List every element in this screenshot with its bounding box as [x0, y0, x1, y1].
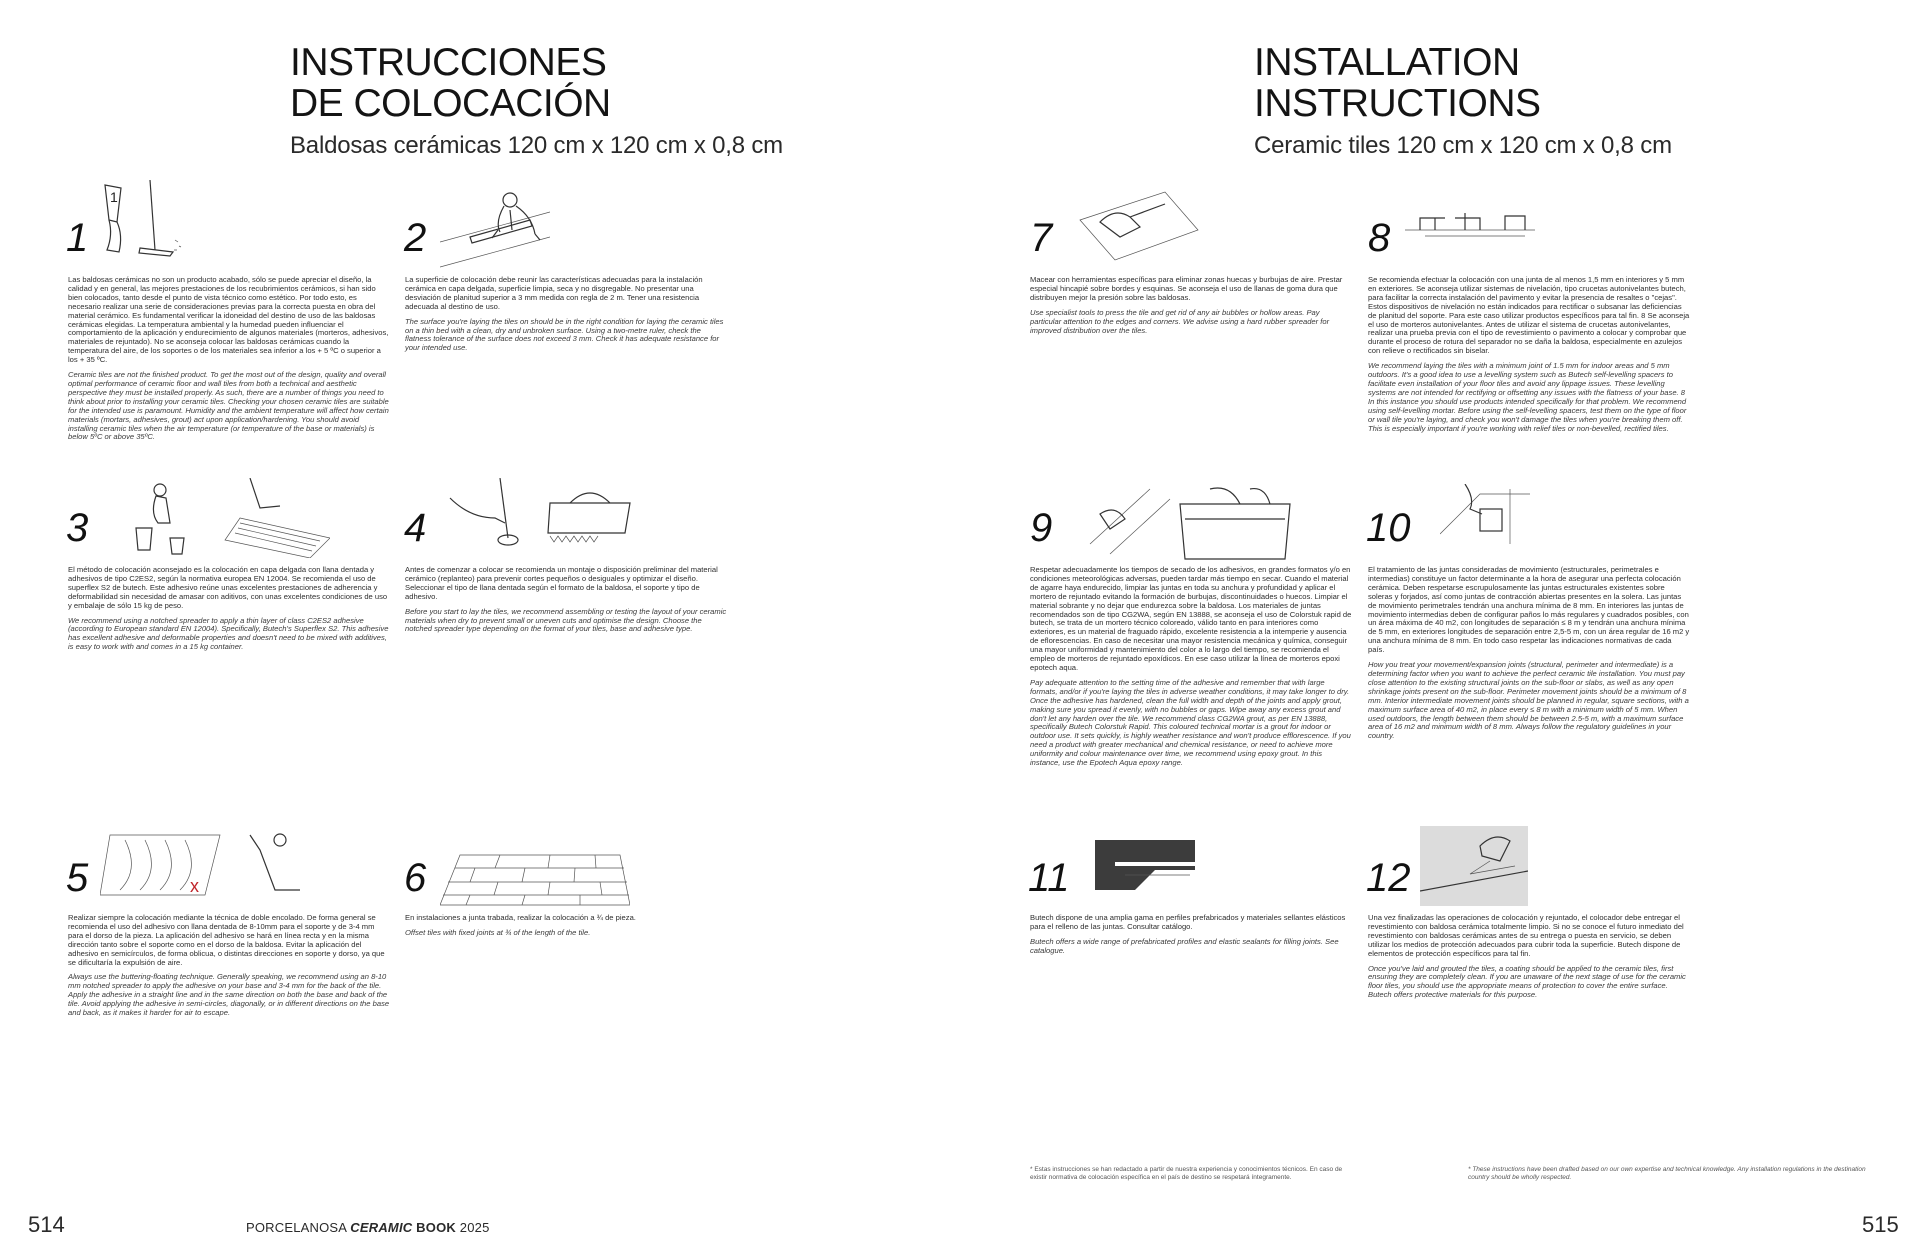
step-10-number: 10 — [1366, 506, 1411, 550]
footer-brand — [246, 1220, 490, 1235]
floor-cleaning-illustration — [95, 180, 185, 270]
step-7-number: 7 — [1030, 216, 1053, 260]
brand-name: PORCELANOSA — [246, 1220, 351, 1235]
step-5-spanish: Realizar siempre la colocación mediante la técnica de doble encolado. De forma general se recomienda el uso del adhesivo con llana dentada de 8-10mm para el soporte y de 3-4 mm para el dorso de la pieza. La aplicación del adhesivo se hará en línea recta y en la misma dirección tanto sobre el soporte como en el dorso de la baldosa. Evitar la aplicación del adhesivo en semicírculos, de forma oblicua, o distintas direcciones en soporte y dorso, ya que se dificultaría la expulsión de aire. — [68, 913, 385, 967]
step-6-spanish: En instalaciones a junta trabada, realizar la colocación a ¾ de pieza. — [405, 913, 636, 922]
step-3-english: We recommend using a notched spreader to apply a thin layer of class C2ES2 adhesive (according to European standard EN 12004). Specifically, Butech's Superflex S2. This adhesive has excellent adhesive and deformable properties and doesn't need to be mixed with additives, is easy to work with and comes in a 15 kg container. — [68, 615, 389, 652]
step-1-english: Ceramic tiles are not the finished product. To get the most out of the design, quality and overall optimal performance of ceramic floor and wall tiles from both a technical and aesthetic perspective they must be installed properly. As such, there are a number of things you need to think about prior to installing your ceramic tiles. Checking your chosen ceramic tiles are suitable for the intended use is paramount. Humidity and the ambient temperature will affect how certain materials (mortars, adhesives, grout) act upon application/hardening. You should avoid installing ceramic tiles when the air temperature (or temperature of the base or materials) is below 5ºC or above 35ºC. — [68, 370, 389, 442]
step-11-text — [1030, 914, 1352, 956]
step-9-spanish: Respetar adecuadamente los tiempos de secado de los adhesivos, en grandes formatos y/o en condiciones meteorológicas adversas, pueden tardar más tiempo en secar. Cuando el material de agarre haya endurecido, limpiar las juntas en toda su anchura y profundidad y aplicar el mortero de rejuntado evitando la formación de burbujas, discontinuidades o huecos. Limpiar el material sobrante y no dejar que endurezca sobre la baldosa. Los materiales de juntas recomendados son de tipo CG2WA, según EN 13888, se aconseja el uso de Colorstuk rapid de butech, se trata de un mortero técnico coloreado, válido tanto en para interiores como exteriores, es un material de fraguado rápido, excelente resistencia a la intemperie y ausencia de eflorescencias. En caso de necesitar una mayor resistencia mecánica y química, conseguir una mayor uniformidad y mantenimiento del color a lo largo del tiempo, se recomienda el empleo de morteros de rejuntado epoxídicos. En ese caso utilizar la línea de morteros epoxi epotech aqua. — [1030, 565, 1352, 672]
step-2-english: The surface you're laying the tiles on should be in the right condition for laying the ceramic tiles on a thin bed with a clean, dry and unbroken surface. Using a two-metre ruler, check the flatness tolerance of the surface does not exceed 3 mm. Check it has adequate resistance for your intended use. — [405, 316, 724, 353]
left-page-subtitle: Baldosas cerámicas 120 cm x 120 cm x 0,8 cm — [290, 132, 783, 159]
step-5-english: Always use the buttering-floating technique. Generally speaking, we recommend using an 8-10 mm notched spreader to apply the adhesive on your base and 3-4 mm for the back of the tile. Apply the adhesive in a straight line and in the same direction on both the base and back of the tile. Avoid applying the adhesive in semi-circles, diagonally, or in different directions on the base and back, as it makes it harder for air to escape. — [68, 972, 390, 1018]
step-3-number: 3 — [66, 506, 89, 550]
step-4-number: 4 — [404, 506, 427, 550]
step-4-spanish: Antes de comenzar a colocar se recomienda un montaje o disposición preliminar del material cerámico (replanteo) para prevenir cortes pequeños o desiguales y optimizar el diseño. Seleccionar el tipo de llana dentada según el formato de la baldosa, el soporte y tipo de adhesivo. — [405, 565, 718, 601]
tile-tamping-illustration — [1070, 182, 1200, 262]
right-title-line2: INSTRUCTIONS — [1254, 82, 1541, 125]
svg-text:1: 1 — [110, 189, 118, 205]
step-12-text — [1368, 914, 1690, 1000]
step-1-number: 1 — [66, 216, 89, 260]
step-5-number: 5 — [66, 856, 89, 900]
step-6-number: 6 — [404, 856, 427, 900]
offset-tiles-illustration — [440, 850, 630, 910]
double-bonding-illustration — [100, 830, 300, 900]
right-title-line1: INSTALLATION — [1254, 41, 1520, 84]
step-7-text — [1030, 276, 1352, 335]
svg-text:x: x — [190, 876, 199, 896]
step-10-text — [1368, 566, 1690, 741]
right-page-number: 515 — [1862, 1212, 1899, 1237]
step-8-number: 8 — [1368, 216, 1391, 260]
step-10-english: How you treat your movement/expansion joints (structural, perimeter and intermediate) is a determining factor when you want to achieve the perfect ceramic tile installation. You must pay close attention to the existing structural joints on the sub-floor or slabs, as well as any open shrinkage joints present on the sub-floor. Perimeter movement joints should be a minimum of 8 mm. Interior intermediate movement joints should be planned in regular, square sections, with a maximum surface area of 40 m2, in place every ≤ 8 m with a minimum width of 5 mm. When used outdoors, the length between them should be between 2.5-5 m, with a maximum surface area of 16 m2 and minimum width of 8 mm. Always follow the regulatory guidelines in your country. — [1368, 660, 1689, 741]
movement-joint-illustration — [1440, 484, 1530, 549]
step-6-english: Offset tiles with fixed joints at ¾ of the length of the tile. — [405, 927, 591, 937]
brand-ceramic: CERAMIC — [350, 1220, 413, 1235]
leveling-spacers-illustration — [1405, 208, 1535, 248]
step-5-text — [68, 914, 390, 1018]
level-check-illustration — [440, 182, 550, 272]
left-page-title — [290, 42, 611, 124]
brand-book: BOOK — [412, 1220, 456, 1235]
step-7-english: Use specialist tools to press the tile and get rid of any air bubbles or hollow areas. Pay particular attention to the edges and corners. We advise using a hard rubber spreader for improved distribution over the tiles. — [1030, 307, 1330, 335]
step-2-text — [405, 276, 727, 353]
step-12-spanish: Una vez finalizadas las operaciones de colocación y rejuntado, el colocador debe entregar el revestimiento con baldosa cerámica totalmente limpio. Si no se conoce el futuro inmediato del revestimiento con baldosas cerámicas antes de su entrega o puesta en servicio, se deben utilizar los medios de protección adecuados para cubrir toda la superficie. Butech dispone de elementos de protección específicos para tal fin. — [1368, 913, 1684, 958]
step-11-number: 11 — [1028, 856, 1070, 900]
step-4-english: Before you start to lay the tiles, we recommend assembling or testing the layout of your ceramic materials when dry to prevent small or uneven cuts and optimise the design. Choose the notched spreader type depending on the format of your tiles, base and adhesive type. — [405, 606, 727, 634]
notched-trowel-illustration — [440, 478, 640, 558]
profile-joint-illustration — [1095, 840, 1195, 890]
step-6-text — [405, 914, 727, 938]
left-title-line2: DE COLOCACIÓN — [290, 82, 611, 125]
step-7-spanish: Macear con herramientas específicas para eliminar zonas huecas y burbujas de aire. Prestar especial hincapié sobre bordes y esquinas. Se aconseja el uso de llanas de goma dura que distribuyen mejor la presión sobre las baldosas. — [1030, 275, 1343, 302]
left-page-number: 514 — [28, 1212, 65, 1237]
step-11-english: Butech offers a wide range of prefabricated profiles and elastic sealants for filling joints. See catalogue. — [1030, 936, 1339, 955]
step-11-spanish: Butech dispone de una amplia gama en perfiles prefabricados y materiales sellantes elásticos para el relleno de las juntas. Consultar catálogo. — [1030, 913, 1346, 931]
footnote-english: * These instructions have been drafted based on our own expertise and technical knowledge. Any installation regulations in the destination country should be wholly respected. — [1468, 1166, 1866, 1181]
adhesive-mixing-illustration — [130, 478, 330, 558]
step-8-english: We recommend laying the tiles with a minimum joint of 1.5 mm for indoor areas and 5 mm outdoors. It's a good idea to use a levelling system such as Butech self-levelling spacers to facilitate even installation of your floor tiles and avoid any lippage issues. These levelling systems are not intended for rectifying or offsetting any issues with the flatness of your base. 8 In this instance you should use products intended specifically for that problem. We recommend using self-levelling mortar. Before using the self-levelling spacers, test them on the type of floor or wall tile you're laying, and check you won't damage the tiles when you're breaking them off. This is especially important if you're working with relief tiles or non-bevelled, rectified tiles. — [1368, 361, 1687, 433]
step-1-text — [68, 276, 390, 442]
surface-protection-illustration — [1420, 826, 1528, 906]
left-title-line1: INSTRUCCIONES — [290, 41, 607, 84]
step-10-spanish: El tratamiento de las juntas consideradas de movimiento (estructurales, perimetrales e intermedias) constituye un factor determinante a la hora de asegurar una perfecta colocación cerámica. Deben respetarse escrupulosamente las juntas estructurales existentes sobre soleras y forjados, así como juntas de contracción abiertas presentes en la solera. Las juntas de movimiento perimetrales tendrán una anchura mínima de 8 mm. En interiores las juntas de movimiento intermedias deben de configurar paños lo más regulares y cuadrados posibles, con un área máxima de 40 m2, con longitudes de separación ≤ 8 m y tendrán una anchura mínima de 5 mm, en exteriores longitudes de separación entre 2,5-5 m, con un área regular de 16 m2 y una anchura mínima de 8 mm. En todo caso respetar las indicaciones normativas de cada país. — [1368, 565, 1690, 655]
step-8-text — [1368, 276, 1690, 433]
step-8-spanish: Se recomienda efectuar la colocación con una junta de al menos 1,5 mm en interiores y 5 mm en exteriores. Se aconseja utilizar sistemas de nivelación, tipo crucetas autonivelantes butech, para facilitar la correcta instalación del pavimento y evitar la presencia de resaltes o "cejas". Estos dispositivos de nivelación no están indicados para rectificar o subsanar las deficiencias de planitud del soporte. Para este caso utilizar productos específicos para tal fin. 8 Se aconseja el uso de morteros autonivelantes. Antes de utilizar el sistema de crucetas autonivelantes, realizar una prueba previa con el tipo de revestimiento o pavimento a colocar y comprobar que durante el proceso de rotura del separador no se daña la baldosa, especialmente en azulejos con relieve o rectificados sin biselar. — [1368, 275, 1690, 356]
step-2-spanish: La superficie de colocación debe reunir las características adecuadas para la instalación cerámica en capa delgada, superficie limpia, seca y no disgregable. No presentar una desviación de planitud superior a 3 mm medida con regla de 2 m. Tener una resistencia adecuada al destino de uso. — [405, 275, 703, 311]
step-12-english: Once you've laid and grouted the tiles, a coating should be applied to the ceramic tiles, first ensuring they are completely clean. If you are unaware of the next stage of use for the ceramic floor tiles, you should use the appropriate means of protection to cover the entire surface. Butech offers protective materials for this purpose. — [1368, 963, 1686, 1000]
brand-year: 2025 — [455, 1220, 490, 1235]
step-1-spanish: Las baldosas cerámicas no son un producto acabado, sólo se puede apreciar el diseño, la calidad y en general, las mejores prestaciones de los recubrimientos cerámicos, si han sido bien colocados, tanto desde el punto de vista técnico como estético. Por todo esto, es necesario realizar una serie de consideraciones previas para la correcta puesta en obra del material cerámico. Es fundamental verificar la idoneidad del destino de uso de las baldosas cerámicas elegidas. La temperatura ambiental y la humedad pueden influenciar el comportamiento de la aplicación y endurecimiento de algunos materiales (morteros, adhesivos, materiales de rejuntado). No se aconseja colocar las baldosas cerámicas cuando la temperatura del aire, de los soportes o de los materiales sea inferior a los + 5 ºC o superior a los + 35 ºC. — [68, 275, 389, 365]
right-page-title — [1254, 42, 1541, 124]
step-9-english: Pay adequate attention to the setting time of the adhesive and remember that with large formats, and/or if you're laying the tiles in adverse weather conditions, it may take longer to dry. Once the adhesive has hardened, clean the full width and depth of the joints and apply grout, making sure you spread it evenly, with no bubbles or gaps. Wipe away any excess grout and don't let any harden over the tile. We recommend class CG2WA grout, as per EN 13888, specifically Butech Colorstuk Rapid. This coloured technical mortar is a grout for indoor or outdoor use. It sets quickly, is highly weather resistance and won't produce efflorescence. If you need a product with greater mechanical and chemical resistance, or need to achieve more uniformity and colour maintenance over time, we recommend using epoxy grout. In this instance, use the Epotech Aqua epoxy range. — [1030, 677, 1351, 768]
step-9-number: 9 — [1030, 506, 1053, 550]
step-12-number: 12 — [1366, 856, 1411, 900]
step-2-number: 2 — [404, 216, 427, 260]
grouting-illustration — [1080, 484, 1320, 564]
step-4-text — [405, 566, 727, 634]
step-3-spanish: El método de colocación aconsejado es la colocación en capa delgada con llana dentada y adhesivos de tipo C2ES2, según la normativa europea EN 12004. Se recomienda el uso de superflex S2 de butech. Este adhesivo reúne unas excelentes prestaciones de adherencia y deformabilidad sin necesidad de amasar con aditivos, con unas excelentes condiciones de uso y embalaje de sólo 15 kg de peso. — [68, 565, 388, 610]
footnote-spanish: * Estas instrucciones se han redactado a partir de nuestra experiencia y conocimientos técnicos. En caso de existir normativa de colocación específica en el país de destino se respetará íntegramente. — [1030, 1166, 1343, 1181]
step-9-text — [1030, 566, 1352, 768]
right-page-subtitle: Ceramic tiles 120 cm x 120 cm x 0,8 cm — [1254, 132, 1672, 159]
step-3-text — [68, 566, 390, 652]
